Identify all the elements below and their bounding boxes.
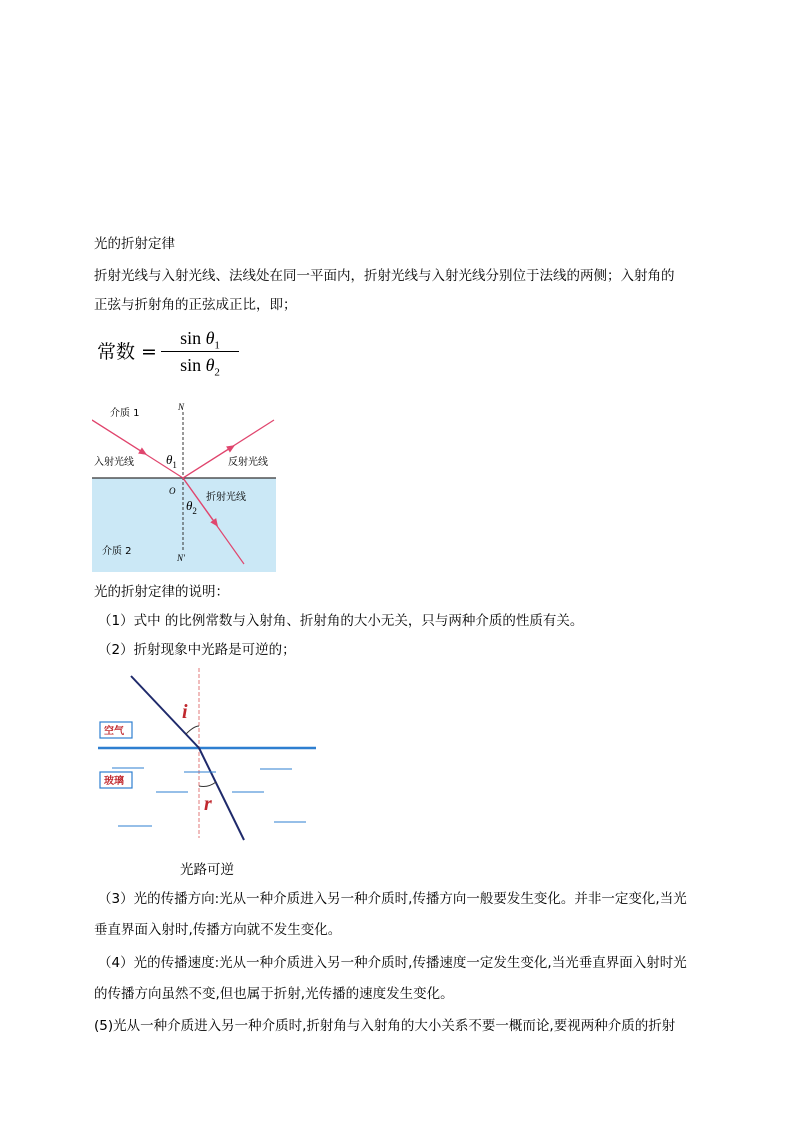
- label-normal-bottom: N′: [177, 553, 185, 563]
- reversible-path-diagram: [98, 668, 320, 844]
- label-reflected: 反射光线: [228, 457, 268, 468]
- item-5-line1: (5)光从一种介质进入另一种介质时,折射角与入射角的大小关系不要一概而论,要视两种介质的折射: [94, 1018, 676, 1034]
- item-4-line1: （4）光的传播速度:光从一种介质进入另一种介质时,传播速度一定发生变化,当光垂直界面入射时光: [98, 955, 687, 971]
- label-air: 空气: [104, 726, 124, 737]
- formula-fraction: [159, 326, 241, 377]
- formula-numerator: [159, 326, 241, 350]
- formula-denominator: [159, 353, 241, 377]
- denominator-fn: sin: [180, 355, 206, 375]
- item-3-line1: （3）光的传播方向:光从一种介质进入另一种介质时,传播方向一般要发生变化。并非一定变化,当光: [98, 891, 687, 907]
- numerator-var: θ: [205, 328, 215, 348]
- angle-r-arc: [199, 782, 216, 787]
- explain-title: 光的折射定律的说明：: [94, 584, 229, 600]
- law-text-line1: 折射光线与入射光线、法线处在同一平面内，折射光线与入射光线分别位于法线的两侧；入射角的: [94, 268, 675, 284]
- label-origin: O: [169, 486, 176, 496]
- law-text-line2: 正弦与折射角的正弦成正比，即；: [94, 297, 297, 313]
- ray-air: [131, 676, 199, 748]
- numerator-fn: sin: [180, 328, 206, 348]
- formula-lhs: 常数 =: [97, 341, 157, 363]
- label-angle-r: r: [204, 793, 212, 815]
- item-3-line2: 垂直界面入射时,传播方向就不发生变化。: [94, 922, 342, 938]
- label-incident: 入射光线: [94, 457, 134, 468]
- label-medium1: 介质 1: [110, 408, 140, 419]
- item-2: （2）折射现象中光路是可逆的；: [98, 642, 296, 658]
- refraction-diagram: [92, 398, 276, 572]
- label-theta1: $\theta_1$: [166, 452, 177, 470]
- numerator-sub: 1: [214, 339, 220, 352]
- snell-formula: [97, 326, 237, 378]
- item-4-line2: 的传播方向虽然不变,但也属于折射,光传播的速度发生变化。: [94, 986, 454, 1002]
- item-1: （1）式中 的比例常数与入射角、折射角的大小无关，只与两种介质的性质有关。: [98, 613, 584, 629]
- reflected-arrow: [183, 447, 232, 478]
- denominator-sub: 2: [214, 366, 220, 379]
- label-medium2: 介质 2: [102, 546, 132, 557]
- angle-i-arc: [186, 726, 199, 734]
- figure2-caption: 光路可逆: [180, 862, 234, 878]
- label-glass: 玻璃: [104, 776, 124, 787]
- label-normal-top: N: [178, 402, 185, 412]
- denominator-var: θ: [205, 355, 215, 375]
- incident-arrow: [92, 420, 144, 453]
- fraction-bar: [161, 351, 239, 352]
- label-theta2: $\theta_2$: [186, 498, 197, 516]
- label-angle-i: i: [182, 701, 188, 723]
- section-heading: 光的折射定律: [94, 236, 175, 252]
- label-refracted: 折射光线: [206, 492, 246, 503]
